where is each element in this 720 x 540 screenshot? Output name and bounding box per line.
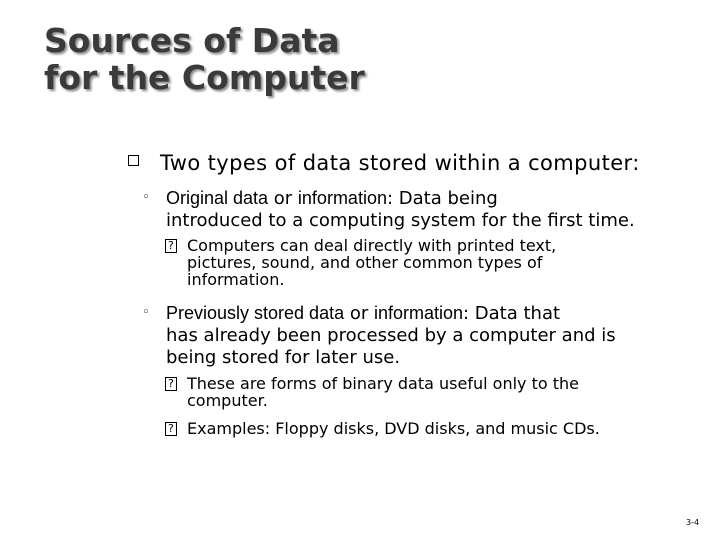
connector-text: or [344,303,374,324]
missing-glyph-bullet-icon [165,239,177,253]
detail-line: pictures, sound, and other common types of [187,253,543,272]
description-text: : Data being [386,188,498,209]
circle-bullet-icon: ◦ [142,190,150,205]
sub-bullet-previous [142,302,616,369]
missing-glyph-bullet-icon [165,377,177,391]
slide-number: 3-4 [686,518,700,527]
detail-bullet-examples [165,420,600,437]
description-text: : Data that [463,303,561,324]
connector-text: or [268,188,298,209]
term-original-data: Original data [166,188,269,208]
main-bullet-text: Two types of data stored within a computer: [160,151,640,175]
detail-line: These are forms of binary data useful only to the [187,374,579,393]
detail-line: computer. [187,391,268,410]
detail-bullet-binary [165,375,579,409]
detail-line: Computers can deal directly with printed text, [187,236,557,255]
sub-bullet-previous-line: has already been processed by a computer and is [166,325,616,346]
term-information: information [297,188,387,208]
missing-glyph-bullet-icon [165,422,177,436]
sub-bullet-original [142,187,635,232]
square-bullet-icon [128,155,139,166]
slide-title-line: for the Computer [44,58,365,97]
detail-line: information. [187,270,285,289]
detail-line: Examples: Floppy disks, DVD disks, and music CDs. [187,419,600,438]
sub-bullet-original-line [166,187,635,210]
detail-bullet-computers [165,237,556,288]
slide-title-line: Sources of Data [44,21,340,60]
main-bullet [128,150,640,176]
term-information: information [373,303,463,323]
slide-title [44,22,464,96]
sub-bullet-previous-line [166,302,616,325]
circle-bullet-icon: ◦ [142,305,150,320]
term-previously-stored-data: Previously stored data [166,303,345,323]
sub-bullet-previous-line: being stored for later use. [166,347,401,368]
sub-bullet-original-line: introduced to a computing system for the first time. [166,210,635,231]
